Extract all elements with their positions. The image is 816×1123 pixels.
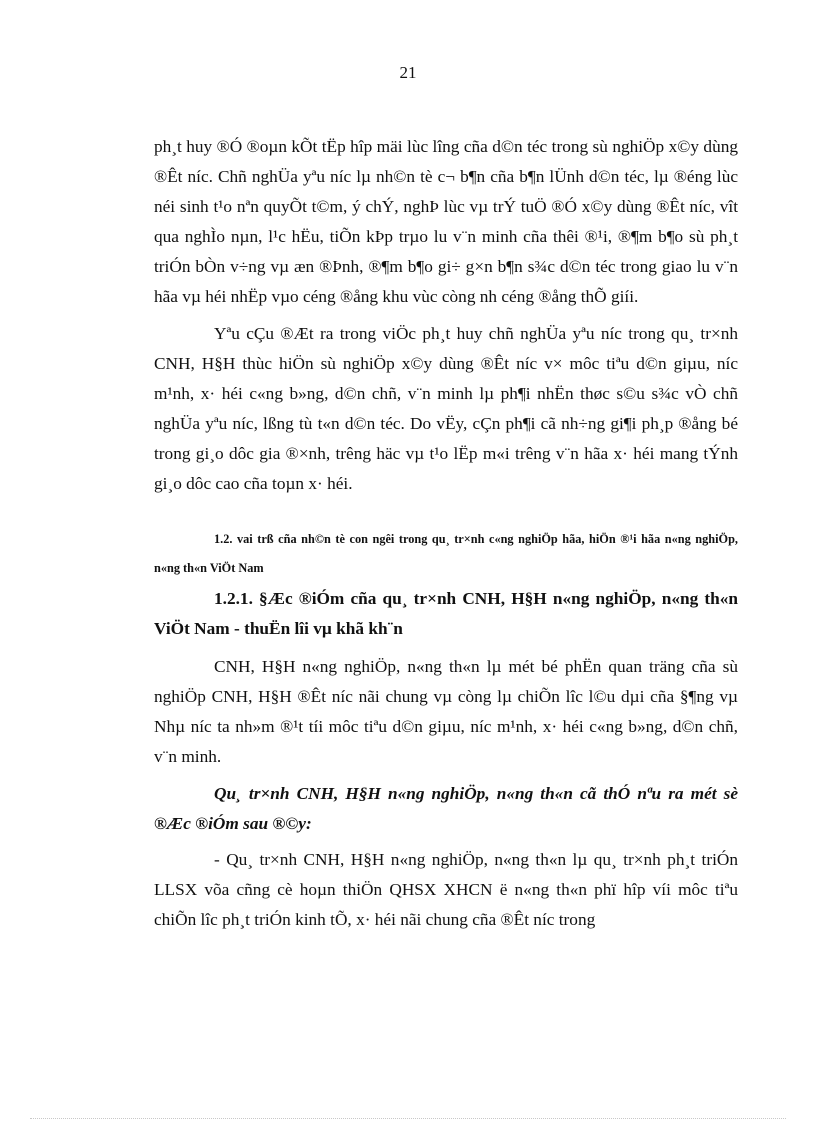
body-paragraph: Yªu cÇu ®Æt ra trong viÖc ph¸t huy chñ nghÜa yªu níc trong qu¸ tr×nh CNH, H§H thùc hiÖn sù nghiÖp x©y dùng ®Êt níc v× môc tiªu d©n giµu, níc m¹nh, x· héi c«ng b»ng, d©n chñ, v¨n minh lµ ph¶i nhËn thøc s©u s¾c vÒ chñ nghÜa yªu níc, lßng tù t«n d©n téc. Do vËy, cÇn ph¶i cã nh÷ng gi¶i ph¸p ®ång bé trong gi¸o dôc gia ®×nh, trêng häc vµ t¹o lËp m«i trêng v¨n hãa x· héi mang tÝnh gi¸o dôc cao cña toµn x· héi.	[154, 324, 738, 493]
italic-heading: Qu¸ tr×nh CNH, H§H n«ng nghiÖp, n«ng th«n cã thÓ nªu ra mét sè ®Æc ®iÓm sau ®©y:	[154, 784, 738, 833]
subsection-heading: 1.2.1. §Æc ®iÓm cña qu¸ tr×nh CNH, H§H n«ng nghiÖp, n«ng th«n ViÖt Nam - thuËn lîi vµ khã kh¨n	[154, 589, 738, 638]
section-heading: 1.2. vai trß cña nh©n tè con ngêi trong qu¸ tr×nh c«ng nghiÖp hãa, hiÖn ®¹i hãa n«ng nghiÖp, n«ng th«n ViÖt Nam	[154, 532, 738, 575]
body-paragraph: - Qu¸ tr×nh CNH, H§H n«ng nghiÖp, n«ng th«n lµ qu¸ tr×nh ph¸t triÓn LLSX võa cñng cè hoµn thiÖn QHSX XHCN ë n«ng th«n phï hîp víi môc tiªu chiÕn lîc ph¸t triÓn kinh tÕ, x· héi nãi chung cña ®Êt níc trong	[154, 850, 738, 929]
page-number: 21	[399, 63, 417, 82]
page-bottom-divider	[30, 1118, 786, 1119]
body-paragraph: ph¸t huy ®Ó ®oµn kÕt tËp hîp mäi lùc lîng cña d©n téc trong sù nghiÖp x©y dùng ®Êt níc. Chñ nghÜa yªu níc lµ nh©n tè c¬ b¶n cña b¶n lÜnh d©n téc, lµ ®éng lùc néi sinh t¹o nªn quyÕt t©m, ý chÝ, nghÞ lùc vµ trÝ tuÖ ®Ó x©y dùng ®Êt níc, vît qua nghÌo nµn, l¹c hËu, tiÕn kÞp trµo lu v¨n minh cña thêi ®¹i, ®¶m b¶o sù ph¸t triÓn bÒn v÷ng vµ æn ®Þnh, ®¶m b¶o gi÷ g×n b¶n s¾c d©n téc trong giao lu v¨n hãa vµ héi nhËp vµo céng ®ång khu vùc còng nh céng ®ång thÕ giíi.	[154, 137, 738, 306]
body-paragraph: CNH, H§H n«ng nghiÖp, n«ng th«n lµ mét bé phËn quan träng cña sù nghiÖp CNH, H§H ®Êt níc nãi chung vµ còng lµ chiÕn lîc l©u dµi cña §¶ng vµ Nhµ níc ta nh»m ®¹t tíi môc tiªu d©n giµu, níc m¹nh, x· héi c«ng b»ng, d©n chñ, v¨n minh.	[154, 657, 738, 766]
document-body	[154, 132, 738, 935]
